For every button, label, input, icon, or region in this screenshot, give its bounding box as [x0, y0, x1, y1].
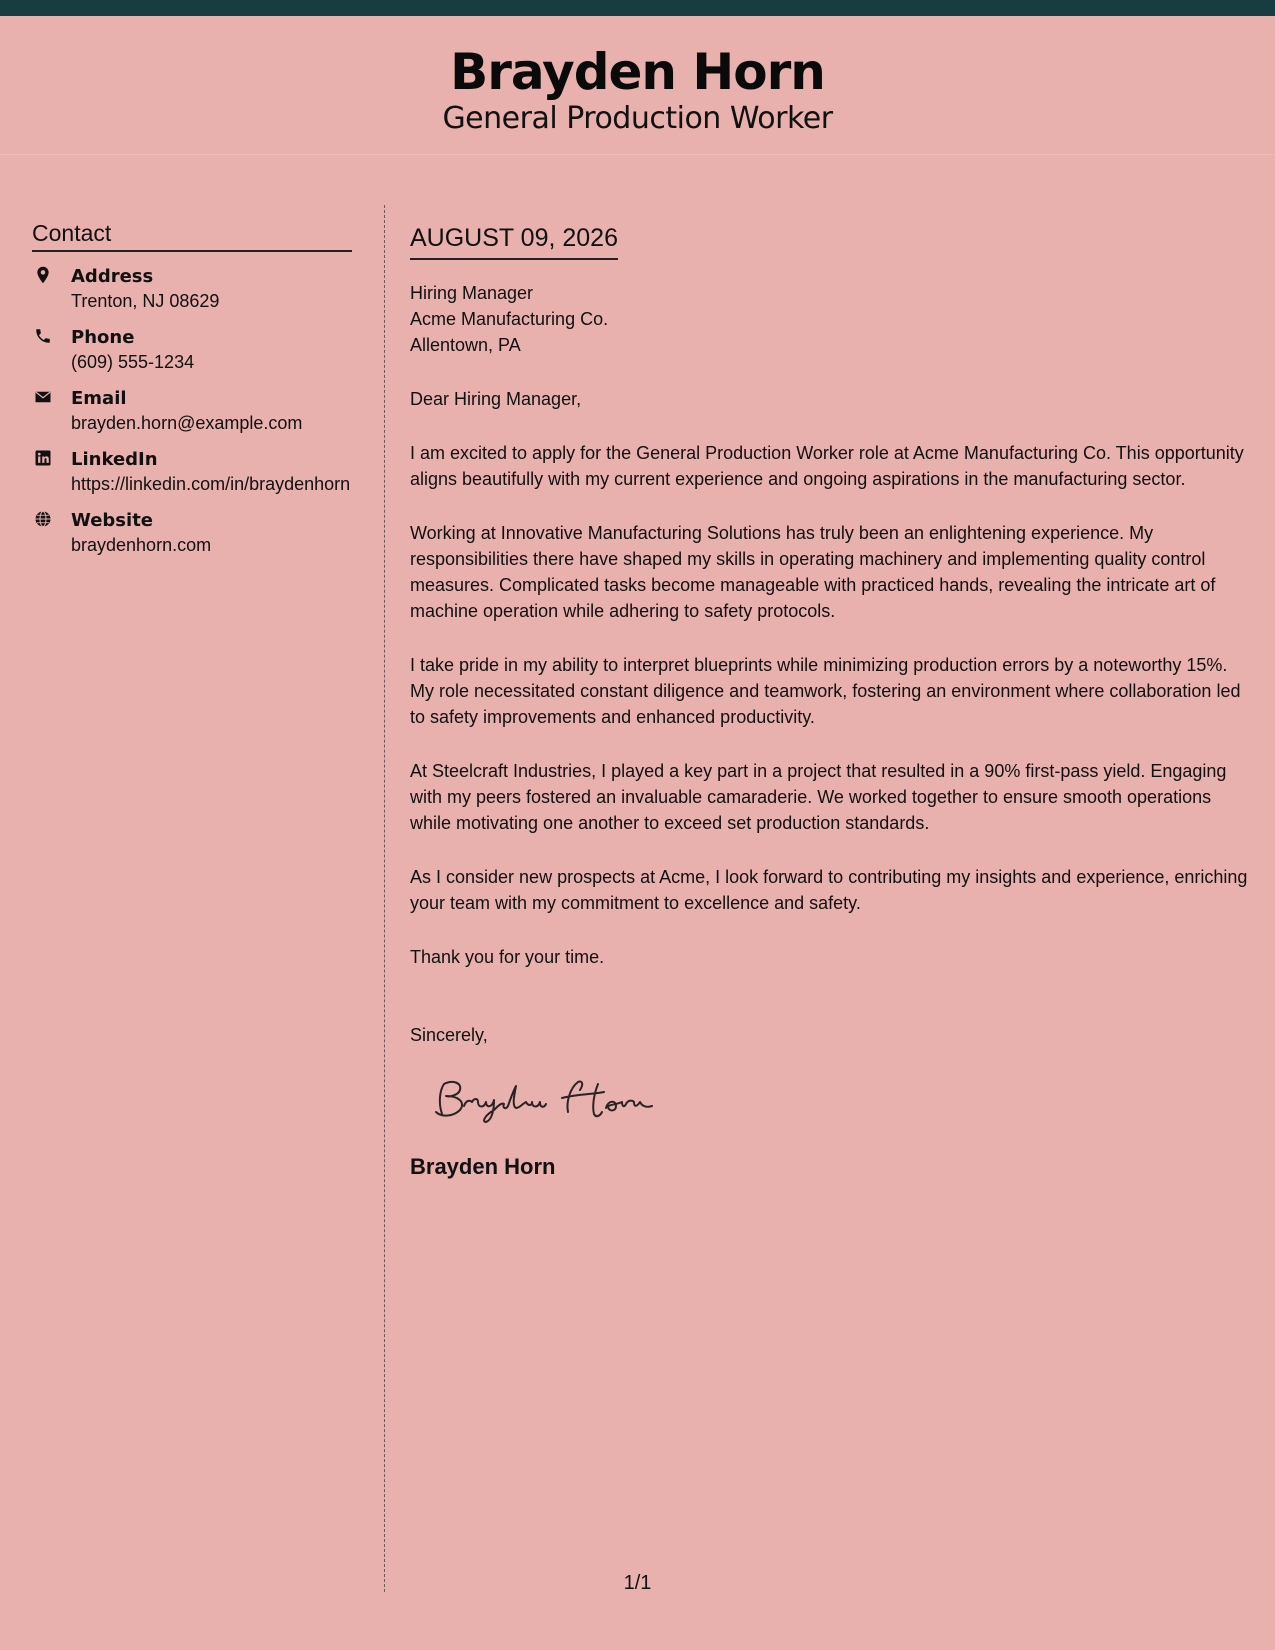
contact-address	[32, 264, 352, 313]
contact-value: brayden.horn@example.com	[71, 413, 303, 433]
page-number: 1/1	[623, 1572, 652, 1594]
contact-email	[32, 386, 352, 435]
letter-paragraph: Working at Innovative Manufacturing Solutions has truly been an enlightening experience. My responsibilities there have shaped my skills in operating machinery and implementing quality control measures. Complicated tasks become manageable with practiced hands, revealing the intricate art of machine operation while adhering to safety protocols.	[410, 523, 1216, 621]
contact-value: Trenton, NJ 08629	[71, 291, 220, 311]
column-divider	[384, 205, 385, 1592]
letter-paragraph: At Steelcraft Industries, I played a key part in a project that resulted in a 90% first-pass yield. Engaging with my peers fostered an invaluable camaraderie. We worked together to ensure smooth operations while motivating one another to exceed set production standards.	[410, 761, 1227, 833]
letter-paragraph: I am excited to apply for the General Production Worker role at Acme Manufacturing Co. This opportunity aligns beautifully with my current experience and ongoing aspirations in the manufacturing sector.	[410, 443, 1244, 489]
signed-name: Brayden Horn	[410, 1154, 556, 1179]
page-header	[0, 16, 1275, 155]
recipient-line: Acme Manufacturing Co.	[410, 309, 609, 329]
letter-body	[410, 220, 1250, 1182]
linkedin-icon	[34, 449, 52, 467]
letter-paragraph: I take pride in my ability to interpret blueprints while minimizing production errors by a noteworthy 15%. My role necessitated constant diligence and teamwork, fostering an environment where collaboration led to safety improvements and enhanced productivity.	[410, 655, 1241, 727]
contact-label: Email	[71, 388, 127, 409]
salutation: Dear Hiring Manager,	[410, 389, 582, 409]
signature-graphic	[428, 1072, 658, 1132]
contact-linkedin	[32, 447, 352, 496]
envelope-icon	[34, 388, 52, 406]
contact-label: Phone	[71, 327, 135, 348]
map-pin-icon	[34, 266, 52, 284]
recipient-block	[410, 280, 1250, 358]
contact-value: (609) 555-1234	[71, 352, 195, 372]
handwritten-signature	[428, 1072, 1250, 1132]
contact-value[interactable]: braydenhorn.com	[71, 535, 212, 555]
contact-heading: Contact	[32, 218, 352, 252]
candidate-name: Brayden Horn	[450, 43, 825, 101]
recipient-line: Hiring Manager	[410, 283, 534, 303]
phone-icon	[34, 327, 52, 345]
top-accent-bar	[0, 0, 1275, 16]
job-title: General Production Worker	[442, 101, 833, 136]
contact-label: LinkedIn	[71, 449, 158, 470]
contact-value[interactable]: https://linkedin.com/in/braydenhorn	[71, 474, 351, 494]
contact-label: Website	[71, 510, 154, 531]
closing: Sincerely,	[410, 1025, 488, 1045]
globe-icon	[34, 510, 52, 528]
contact-sidebar	[32, 218, 352, 557]
contact-website	[32, 508, 352, 557]
contact-phone	[32, 325, 352, 374]
letter-date: AUGUST 09, 2026	[410, 220, 618, 260]
contact-label: Address	[71, 266, 154, 287]
recipient-line: Allentown, PA	[410, 335, 521, 355]
letter-paragraph: Thank you for your time.	[410, 947, 605, 967]
letter-paragraph: As I consider new prospects at Acme, I look forward to contributing my insights and experience, enriching your team with my commitment to excellence and safety.	[410, 867, 1248, 913]
